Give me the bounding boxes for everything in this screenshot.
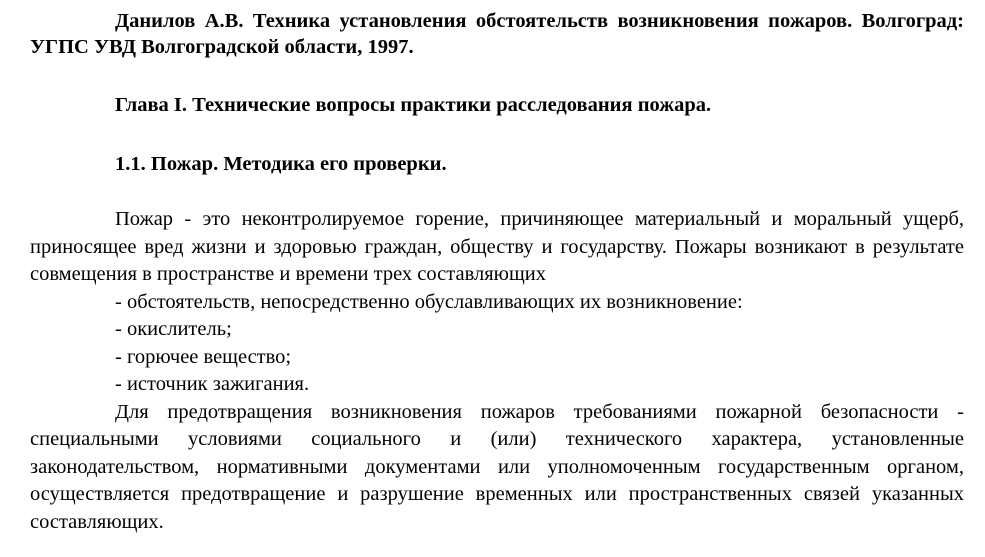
components-list — [30, 289, 964, 399]
paragraph-fire-prevention: Для предотвращения возникновения пожаров требованиями пожарной безопасности - специальными условиями социального и (или) технического характера, установленные законодательством, нормативными документами или уполномоченным государственным органом, осуществляется предотвращение и разрушение временных или пространственных связей указанных составляющих. — [30, 400, 964, 533]
section-title: 1.1. Пожар. Методика его проверки. — [115, 153, 447, 175]
list-item: - обстоятельств, непосредственно обуславливающих их возникновение: — [115, 290, 743, 313]
list-item: - горючее вещество; — [115, 345, 292, 368]
paragraph-fire-definition: Пожар - это неконтролируемое горение, причиняющее материальный и моральный ущерб, приносящее вред жизни и здоровью граждан, обществу и государству. Пожары возникают в результате совмещения в пространстве и времени трех составляющих — [30, 208, 964, 285]
list-item: - источник зажигания. — [115, 373, 310, 395]
bibliographic-citation: Данилов А.В. Техника установления обстоятельств возникновения пожаров. Волгоград: УГПС УВД Волгоградской области, 1997. — [30, 10, 964, 58]
document-page — [30, 8, 964, 536]
chapter-title: Глава I. Технические вопросы практики расследования пожара. — [115, 94, 712, 116]
list-item: - окислитель; — [115, 318, 232, 340]
